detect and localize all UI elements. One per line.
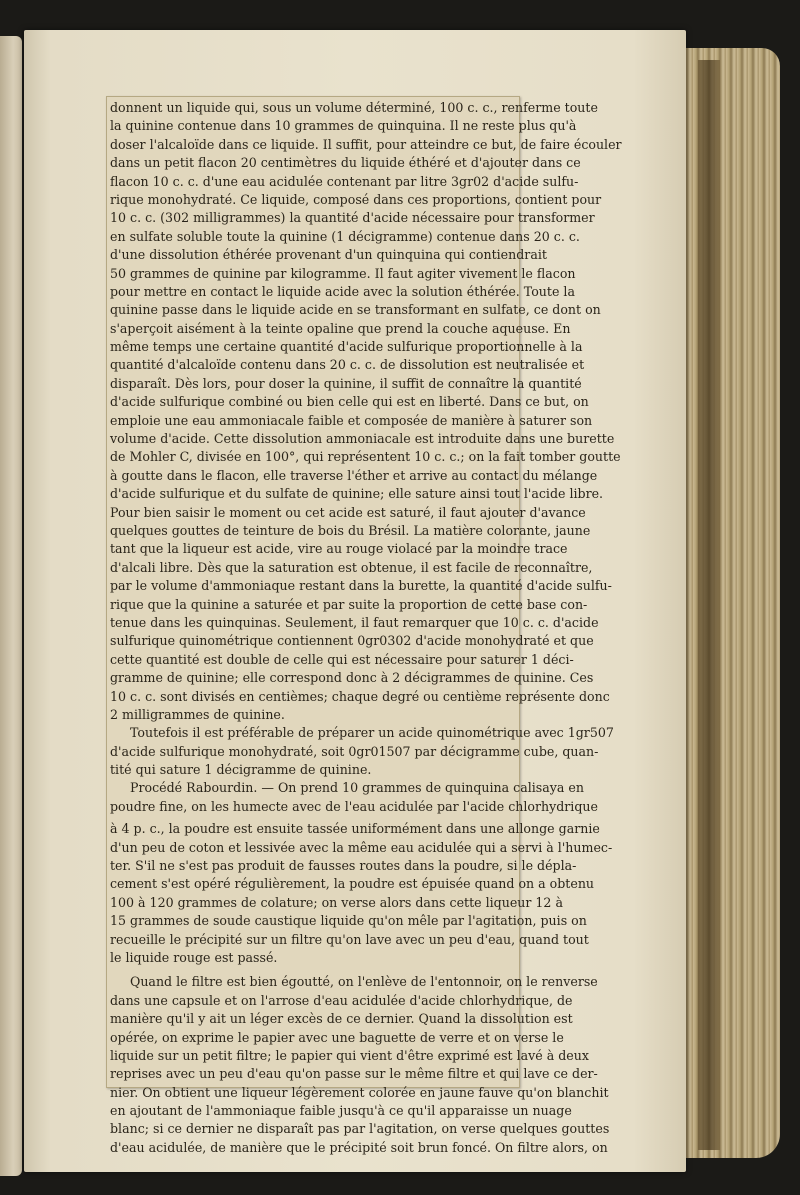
text-line: poudre fine, on les humecte avec de l'eau acidulée par l'acide chlorhydrique — [110, 798, 598, 814]
text-line: par le volume d'ammoniaque restant dans la burette, la quantité d'acide sulfu- — [110, 578, 612, 594]
text-line: 100 à 120 grammes de colature; on verse alors dans cette liqueur 12 à — [110, 894, 563, 910]
text-line: en sulfate soluble toute la quinine (1 décigramme) contenue dans 20 c. c. — [110, 228, 580, 244]
text-line: pour mettre en contact le liquide acide avec la solution éthérée. Toute la — [110, 283, 575, 299]
text-line: blanc; si ce dernier ne disparaît pas par l'agitation, on verse quelques gouttes — [110, 1121, 610, 1137]
text-line: dans un petit flacon 20 centimètres du liquide éthéré et d'ajouter dans ce — [110, 155, 581, 171]
text-line: 50 grammes de quinine par kilogramme. Il faut agiter vivement le flacon — [110, 265, 576, 281]
text-line: d'acide sulfurique combiné ou bien celle qui est en liberté. Dans ce but, on — [110, 394, 589, 410]
text-line: gramme de quinine; elle correspond donc à 2 décigrammes de quinine. Ces — [110, 670, 594, 686]
text-line: quinine passe dans le liquide acide en se transformant en sulfate, ce dont on — [110, 302, 601, 318]
left-page-edge — [0, 36, 22, 1176]
text-line: 15 grammes de soude caustique liquide qu'on mêle par l'agitation, puis on — [110, 913, 587, 929]
text-line: 10 c. c. (302 milligrammes) la quantité d'acide nécessaire pour transformer — [110, 210, 595, 226]
text-line: opérée, on exprime le papier avec une baguette de verre et on verse le — [110, 1029, 564, 1045]
text-line: dans une capsule et on l'arrose d'eau acidulée d'acide chlorhydrique, de — [110, 992, 573, 1008]
text-line: manière qu'il y ait un léger excès de ce dernier. Quand la dissolution est — [110, 1011, 573, 1027]
text-line: d'une dissolution éthérée provenant d'un quinquina qui contiendrait — [110, 247, 547, 263]
text-line: recueille le précipité sur un filtre qu'on lave avec un peu d'eau, quand tout — [110, 931, 589, 947]
text-line: donnent un liquide qui, sous un volume déterminé, 100 c. c., renferme toute — [110, 100, 598, 115]
page-edges-shadow — [698, 60, 720, 1150]
text-line: rique monohydraté. Ce liquide, composé dans ces proportions, contient pour — [110, 191, 602, 207]
text-line: disparaît. Dès lors, pour doser la quinine, il suffit de connaître la quantité — [110, 375, 582, 391]
text-line: d'acide sulfurique monohydraté, soit 0gr01507 par décigramme cube, quan- — [110, 743, 599, 759]
text-line: emploie une eau ammoniacale faible et composée de manière à saturer son — [110, 412, 593, 428]
text-line: Quand le filtre est bien égoutté, on l'enlève de l'entonnoir, on le renverse — [130, 974, 598, 990]
text-line: la quinine contenue dans 10 grammes de quinquina. Il ne reste plus qu'à — [110, 118, 577, 134]
text-line: Procédé Rabourdin. — On prend 10 grammes de quinquina calisaya en — [130, 780, 584, 796]
text-line: ter. S'il ne s'est pas produit de fausses routes dans la poudre, si le dépla- — [110, 858, 577, 874]
text-line: Pour bien saisir le moment ou cet acide est saturé, il faut ajouter d'avance — [110, 504, 586, 520]
text-line: volume d'acide. Cette dissolution ammoniacale est introduite dans une burette — [110, 431, 615, 447]
text-line: à 4 p. c., la poudre est ensuite tassée uniformément dans une allonge garnie — [110, 821, 600, 837]
text-line: à goutte dans le flacon, elle traverse l'éther et arrive au contact du mélange — [110, 467, 598, 483]
text-line: sulfurique quinométrique contiennent 0gr0302 d'acide monohydraté et que — [110, 633, 594, 649]
text-line: cement s'est opéré régulièrement, la poudre est épuisée quand on a obtenu — [110, 876, 595, 892]
text-line: d'alcali libre. Dès que la saturation est obtenue, il est facile de reconnaître, — [110, 559, 593, 575]
text-line: de Mohler C, divisée en 100°, qui représentent 10 c. c.; on la fait tomber goutte — [110, 449, 621, 465]
text-line: quantité d'alcaloïde contenu dans 20 c. c. de dissolution est neutralisée et — [110, 357, 585, 373]
text-line: tité qui sature 1 décigramme de quinine. — [110, 762, 372, 778]
text-line: même temps une certaine quantité d'acide sulfurique proportionnelle à la — [110, 339, 583, 355]
text-line: d'un peu de coton et lessivée avec la même eau acidulée qui a servi à l'humec- — [110, 839, 613, 855]
text-line: liquide sur un petit filtre; le papier qui vient d'être exprimé est lavé à deux — [110, 1047, 589, 1063]
text-line: rique que la quinine a saturée et par suite la proportion de cette base con- — [110, 596, 588, 612]
clipping-text — [110, 99, 622, 1157]
text-line: doser l'alcaloïde dans ce liquide. Il suffit, pour atteindre ce but, de faire écouler — [110, 136, 622, 152]
text-line: Toutefois il est préférable de préparer un acide quinométrique avec 1gr507 — [130, 725, 614, 741]
text-line: d'eau acidulée, de manière que le précipité soit brun foncé. On filtre alors, on — [110, 1139, 608, 1155]
text-line: s'aperçoit aisément à la teinte opaline que prend la couche aqueuse. En — [110, 320, 571, 336]
text-line: le liquide rouge est passé. — [110, 949, 278, 965]
text-line: 10 c. c. sont divisés en centièmes; chaque degré ou centième représente donc — [110, 688, 610, 704]
text-line: 2 milligrammes de quinine. — [110, 706, 285, 722]
text-line: en ajoutant de l'ammoniaque faible jusqu'à ce qu'il apparaisse un nuage — [110, 1103, 572, 1119]
text-line: tenue dans les quinquinas. Seulement, il faut remarquer que 10 c. c. d'acide — [110, 614, 599, 630]
text-line: cette quantité est double de celle qui est nécessaire pour saturer 1 déci- — [110, 651, 574, 667]
text-line: reprises avec un peu d'eau qu'on passe sur le même filtre et qui lave ce der- — [110, 1066, 598, 1082]
text-line: quelques gouttes de teinture de bois du Brésil. La matière colorante, jaune — [110, 522, 591, 538]
text-line: tant que la liqueur est acide, vire au rouge violacé par la moindre trace — [110, 541, 568, 557]
text-line: d'acide sulfurique et du sulfate de quinine; elle sature ainsi tout l'acide libre. — [110, 486, 604, 502]
text-line: flacon 10 c. c. d'une eau acidulée contenant par litre 3gr02 d'acide sulfu- — [110, 173, 579, 189]
text-line: nier. On obtient une liqueur légèrement colorée en jaune fauve qu'on blanchit — [110, 1084, 609, 1100]
